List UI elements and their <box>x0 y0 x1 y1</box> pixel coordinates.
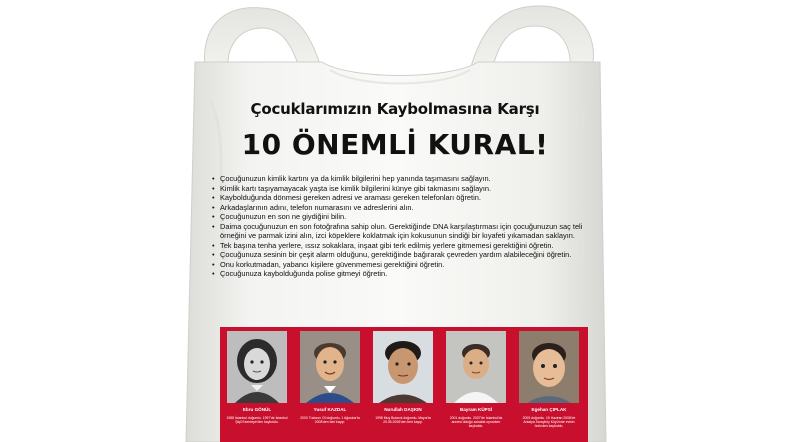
missing-child-card <box>443 331 509 442</box>
rule-item: • Daima çocuğunuzun en son fotoğrafına sahip olun. Gerektiğinde DNA karşılaştırması için çocuğunuzun saç teli örneğini ve parmak izini alın, izci köpeklere koklatmak için kokusunun sindiği bir kıyafeti yıkamadan saklayın. <box>212 222 592 241</box>
missing-children-strip <box>220 327 588 442</box>
poster-subheadline: 10 ÖNEMLİ KURAL! <box>241 128 549 161</box>
child-info: 2001 doğumlu. 2007'de İstanbul'da annesi olduğu sokakta oynarken kayboldu. <box>449 416 503 429</box>
rule-item: • Tek başına tenha yerlere, ıssız sokaklara, inşaat gibi terk edilmiş yerlere gitmemesi gerektiğini öğretin. <box>212 241 592 251</box>
rule-item: • Kimlik kartı taşıyamayacak yaşta ise kimlik bilgilerini künye gibi takmasını sağlayın. <box>212 184 592 194</box>
child-name: Bayram KÜPSİ <box>459 407 493 412</box>
child-photo <box>300 331 360 403</box>
child-photo <box>446 331 506 403</box>
child-name: Egehan ÇIPLAK <box>531 407 567 412</box>
missing-child-card <box>370 331 436 442</box>
child-photo <box>373 331 433 403</box>
child-photo <box>519 331 579 403</box>
child-info: 2005 doğumlu. 15 Haziran 2008'de Antalya Sarayköy Köyü'nde evinin önünden kayboldu. <box>522 416 576 429</box>
child-name: Yusuf KAZDAL <box>313 407 347 412</box>
rules-list <box>212 174 592 279</box>
child-info: 1998 Muş Bulanık doğumlu. Mayıs'ta 20.05.2008'den beri kayıp. <box>375 416 431 425</box>
missing-child-card <box>516 331 582 442</box>
rule-item: • Çocuğunuza kaybolduğunda polise gitmeyi öğretin. <box>212 269 592 279</box>
rule-item: • Çocuğunuzun en son ne giydiğini bilin. <box>212 212 592 222</box>
rule-item: • Çocuğunuza sesinin bir çeşit alarm olduğunu, gerektiğinde bağırarak çevreden yardım alabileceğini öğretin. <box>212 250 592 260</box>
child-name: Nurullah DAŞKIN <box>384 407 422 412</box>
poster-headline: Çocuklarımızın Kaybolmasına Karşı <box>250 100 540 118</box>
child-name: Ebru GÖNÜL <box>242 407 272 412</box>
rule-item: • Onu korkutmadan, yabancı kişilere güvenmemesi gerektiğini öğretin. <box>212 260 592 270</box>
child-info: 1988 İstanbul doğumlu. 1997'de İstanbul Şişli Esentepe'den kayboldu. <box>226 416 288 425</box>
poster-content <box>190 92 600 442</box>
rule-item: • Arkadaşlarının adını, telefon numarasını ve adreslerini alın. <box>212 203 592 213</box>
missing-child-card <box>297 331 363 442</box>
rule-item: • Kaybolduğunda dönmesi gereken adresi ve araması gereken telefonları öğretin. <box>212 193 592 203</box>
child-info: 2000 Trabzon Of doğumlu. 1 Ağustos'ta 2008'den beri kayıp. <box>300 416 360 425</box>
missing-child-card <box>224 331 290 442</box>
child-photo <box>227 331 287 403</box>
rule-item: • Çocuğunuzun kimlik kartını ya da kimlik bilgilerini hep yanında taşımasını sağlayın. <box>212 174 592 184</box>
